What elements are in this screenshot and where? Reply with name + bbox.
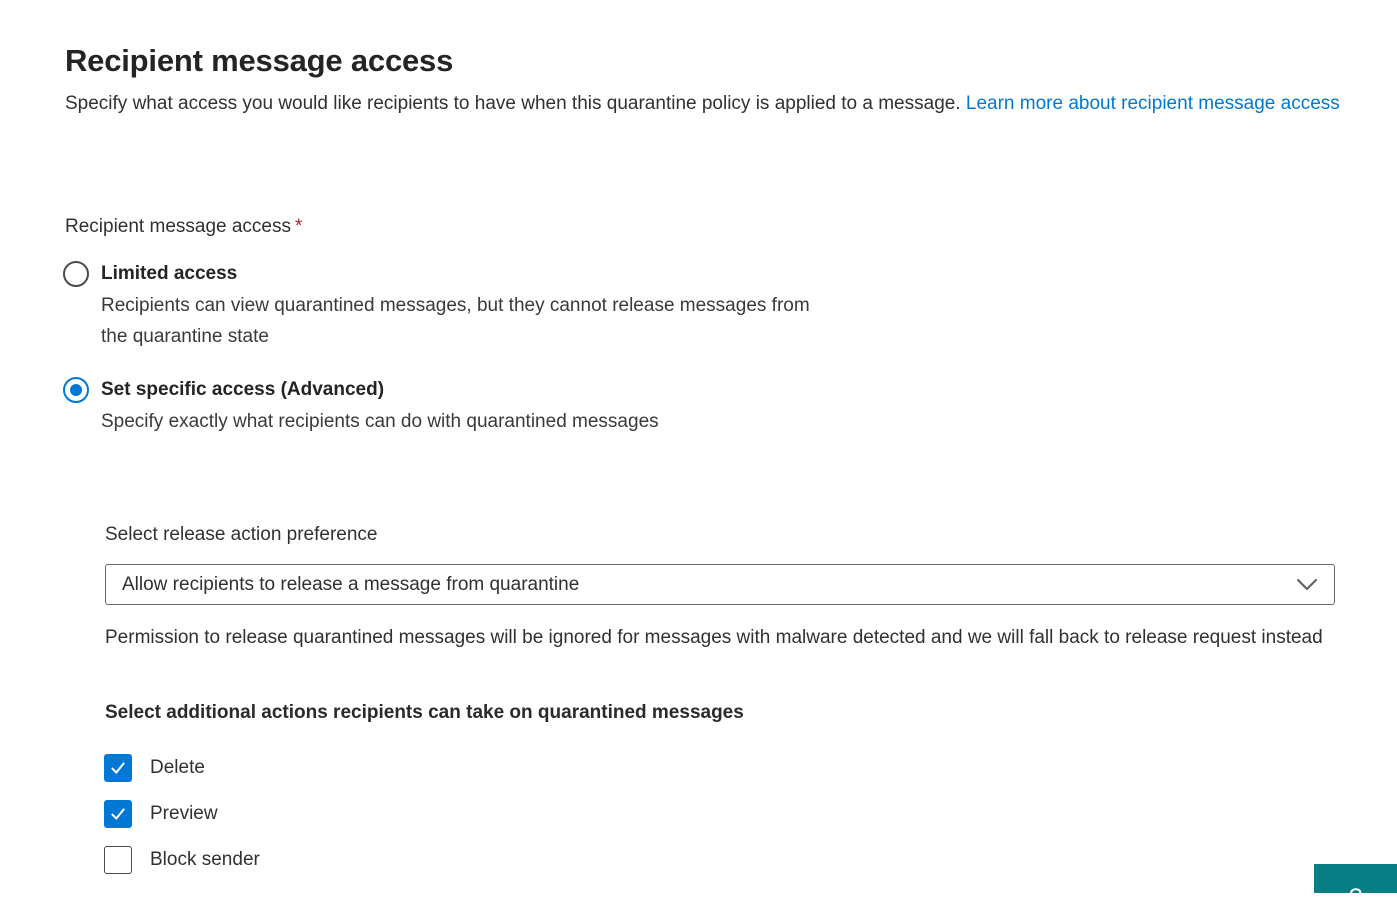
checkbox-block-sender[interactable]: [104, 846, 132, 874]
checkbox-delete-label: Delete: [150, 757, 205, 778]
release-preference-selected-value: Allow recipients to release a message from quarantine: [122, 573, 580, 595]
checkmark-icon: [109, 759, 127, 777]
radio-limited-access-description: Recipients can view quarantined messages, but they cannot release messages from the quarantine state: [101, 295, 810, 347]
chevron-down-icon: [1296, 578, 1318, 591]
checkbox-block-sender-label: Block sender: [150, 849, 260, 870]
recipient-access-field-label-text: Recipient message access: [65, 216, 291, 237]
checkbox-row-block-sender: [104, 845, 260, 875]
release-preference-label: Select release action preference: [105, 524, 378, 545]
checkbox-row-preview: [104, 799, 218, 829]
radio-dot: [70, 384, 82, 396]
radio-set-specific-access-label[interactable]: Set specific access (Advanced): [101, 379, 385, 400]
radio-set-specific-access-description: Specify exactly what recipients can do with quarantined messages: [101, 411, 659, 432]
checkbox-delete[interactable]: [104, 754, 132, 782]
learn-more-link[interactable]: Learn more about recipient message access: [965, 93, 1340, 114]
checkbox-row-delete: [104, 753, 205, 783]
release-preference-note: Permission to release quarantined messages will be ignored for messages with malware detected and we will fall back to release request instead: [105, 627, 1323, 648]
page-description: [65, 88, 1340, 119]
checkbox-preview-label: Preview: [150, 803, 218, 824]
radio-limited-access[interactable]: [63, 261, 89, 287]
checkmark-icon: [109, 805, 127, 823]
page-description-text: Specify what access you would like recipients to have when this quarantine policy is applied to a message.: [65, 93, 966, 114]
question-mark-icon: ?: [1348, 884, 1363, 911]
radio-limited-access-label[interactable]: Limited access: [101, 263, 238, 284]
recipient-access-field-label: [65, 212, 302, 242]
radio-set-specific-access[interactable]: [63, 377, 89, 403]
release-preference-dropdown[interactable]: [105, 564, 1335, 605]
help-button[interactable]: [1314, 864, 1397, 911]
additional-actions-label: Select additional actions recipients can take on quarantined messages: [105, 702, 744, 723]
radio-dot: [70, 268, 82, 280]
required-asterisk: *: [295, 216, 303, 237]
checkbox-preview[interactable]: [104, 800, 132, 828]
page-title: Recipient message access: [65, 42, 454, 78]
